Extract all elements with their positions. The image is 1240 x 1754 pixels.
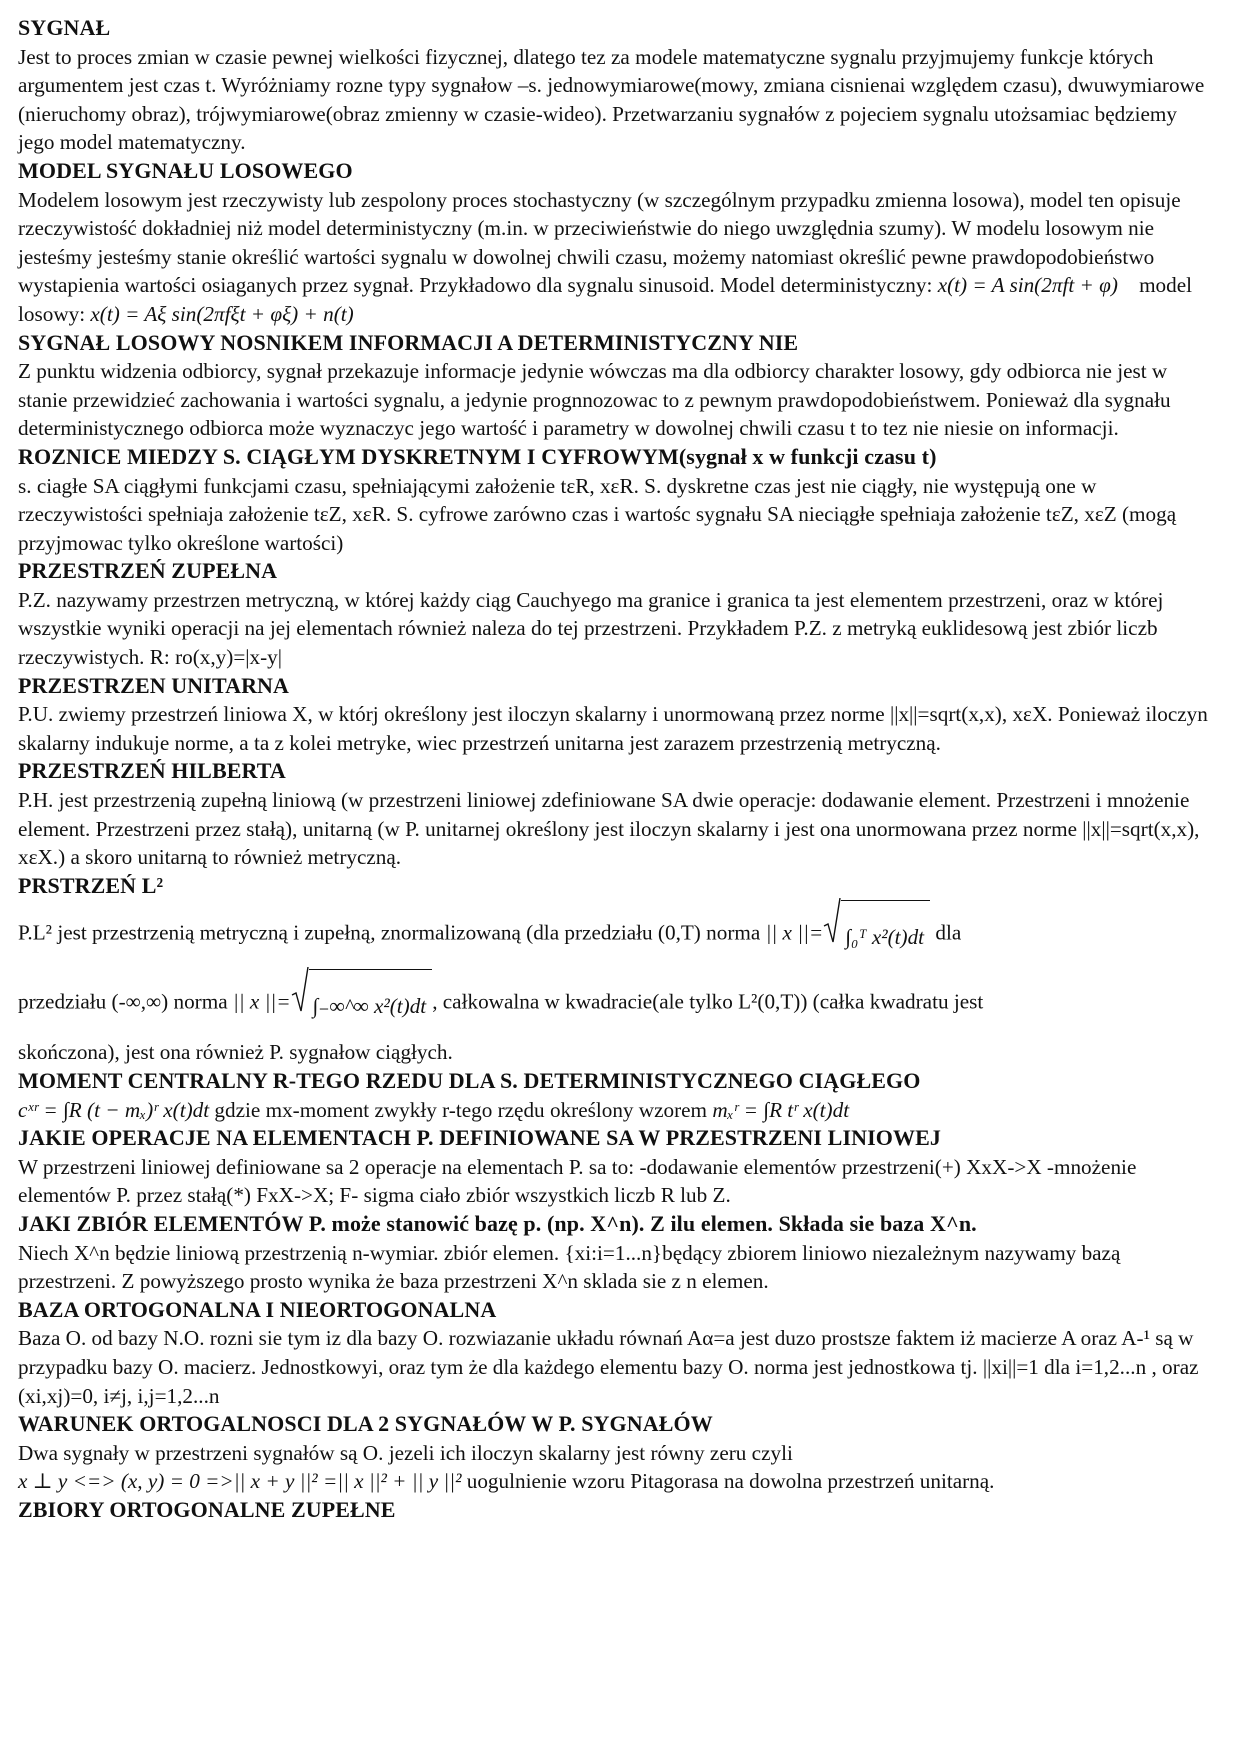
heading-zbiory-ortogonalne: ZBIORY ORTOGONALNE ZUPEŁNE bbox=[18, 1496, 396, 1522]
sqrt-formula-2 bbox=[291, 969, 433, 1038]
formula-deterministic: x(t) = A sin(2πft + φ) bbox=[937, 273, 1118, 298]
paragraph-model-losowy-text: Modelem losowym jest rzeczywisty lub zespolony proces stochastyczny (w szczególnym przypadku zmienna losowa), model ten opisuje rzeczywistość dokładniej niż model deterministyczny (m.in. w przeciwieństwie do niego uwzględnia szumy). W modelu losowym nie jesteśmy jesteśmy stanie określić wartości sygnalu w dowolnej chwili czasu, możemy natomiast określić pewne prawdopodobieństwo wystapienia wartości osiaganych przez sygnał. Przykładowo dla sygnalu sinusoid. Model deterministyczny: bbox=[18, 187, 1181, 298]
l2-norm-2: || x ||= bbox=[232, 989, 291, 1014]
paragraph-l2-line1 bbox=[18, 900, 1218, 969]
paragraph-l2-line2 bbox=[18, 969, 1218, 1038]
paragraph-przestrzen-hilberta: P.H. jest przestrzenią zupełną liniową (w przestrzeni liniowej zdefiniowane SA dwie operacje: dodawanie element. Przestrzeni i mnożenie element. Przestrzeni przez stałą), unitarną (w P. unitarnej określony jest iloczyn skalarny i jest ona unormowana przez norme ||x||=sqrt(x,x), xεX.) a skoro unitarną to również metryczną. bbox=[18, 788, 1200, 870]
heading-przestrzen-hilberta: PRZESTRZEŃ HILBERTA bbox=[18, 758, 286, 784]
heading-moment-centralny: MOMENT CENTRALNY R-TEGO RZEDU DLA S. DETERMINISTYCZNEGO CIĄGŁEGO bbox=[18, 1068, 921, 1093]
paragraph-operacje: W przestrzeni liniowej definiowane sa 2 operacje na elementach P. sa to: -dodawanie elementów przestrzeni(+) XxX->X -mnożenie elementów P. przez stałą(*) FxX->X; F- sigma ciało zbiór wszystkich liczb R lub Z. bbox=[18, 1154, 1137, 1208]
paragraph-sygnal: Jest to proces zmian w czasie pewnej wielkości fizycznej, dlatego tez za modele matematyczne sygnalu przyjmujemy funkcje których argumentem jest czas t. Wyróżniamy rozne typy sygnałow –s. jednowymiarowe(mowy, zmiana cisnienai względem czasu), dwuwymiarowe (nieruchomy obraz), trójwymiarowe(obraz zmienny w czasie-wideo). Przetwarzaniu sygnałów z pojeciem sygnalu utożsamiac będziemy jego model matematyczny. bbox=[18, 44, 1205, 155]
heading-przestrzen-zupelna: PRZESTRZEŃ ZUPEŁNA bbox=[18, 558, 278, 584]
radical-sign-2 bbox=[291, 967, 309, 1013]
heading-przestrzen-unitarna: PRZESTRZEN UNITARNA bbox=[18, 672, 290, 698]
heading-sygnal: SYGNAŁ bbox=[18, 15, 111, 40]
l2-text-2: dla bbox=[935, 920, 962, 945]
sqrt-body-1: ∫₀ᵀ x²(t)dt bbox=[841, 900, 930, 969]
heading-baza: JAKI ZBIÓR ELEMENTÓW P. może stanowić bazę p. (np. X^n). Z ilu elemen. Składa sie baza X^n. bbox=[18, 1210, 977, 1236]
paragraph-roznice: s. ciagłe SA ciągłymi funkcjami czasu, spełniającymi założenie tεR, xεR. S. dyskretne czas jest nie ciągły, nie występują one w rzeczywistości spełniaja założenie tεZ, xεR. S. cyfrowe zarówno czas i wartośc sygnału SA nieciągłe spełniaja założenie tεZ, xεZ (mogą przyjmowac tylko określone wartości) bbox=[18, 473, 1177, 555]
paragraph-baza-ortogonalna: Baza O. od bazy N.O. rozni sie tym iz dla bazy O. rozwiazanie układu równań Aα=a jest duzo prostsze faktem iż macierze A oraz A-¹ są w przypadku bazy O. macierz. Jednostkowyi, oraz tym że dla każdego elementu bazy O. norma jest jednostkowa tj. ||xi||=1 dla i=1,2...n , oraz (xi,xj)=0, i≠j, i,j=1,2...n bbox=[18, 1326, 1199, 1408]
heading-baza-ortogonalna: BAZA ORTOGONALNA I NIEORTOGONALNA bbox=[18, 1296, 497, 1322]
paragraph-l2-line3: skończona), jest ona również P. sygnałow ciągłych. bbox=[18, 1040, 453, 1065]
document-page bbox=[18, 14, 1218, 1525]
heading-przestrzen-l2: PRSTRZEŃ L² bbox=[18, 872, 164, 898]
formula-central-moment: cˣʳ = ∫R (t − mₓ)ʳ x(t)dt bbox=[18, 1097, 210, 1122]
heading-losowy-nosnik: SYGNAŁ LOSOWY NOSNIKEM INFORMACJI A DETERMINISTYCZNY NIE bbox=[18, 329, 799, 355]
sqrt-formula-1 bbox=[823, 900, 930, 969]
paragraph-model-losowy bbox=[18, 186, 1218, 329]
formula-ordinary-moment: mₓʳ = ∫R tʳ x(t)dt bbox=[712, 1097, 850, 1122]
moment-text: gdzie mx-moment zwykły r-tego rzędu określony wzorem bbox=[214, 1097, 708, 1122]
heading-operacje: JAKIE OPERACJE NA ELEMENTACH P. DEFINIOWANE SA W PRZESTRZENI LINIOWEJ bbox=[18, 1125, 941, 1151]
paragraph-przestrzen-zupelna: P.Z. nazywamy przestrzen metryczną, w której każdy ciąg Cauchyego ma granice i granica ta jest elementem przestrzeni, oraz w której wszystkie wyniki operacji na jej elementach również naleza do tej przestrzeni. Przykładem P.Z. z metryką euklidesową jest zbiór liczb rzeczywistych. R: ro(x,y)=|x-y| bbox=[18, 587, 1164, 670]
formula-random: x(t) = Aξ sin(2πfξt + φξ) + n(t) bbox=[90, 301, 354, 326]
radical-sign-1 bbox=[823, 898, 841, 944]
formula-orthogonality: x ⊥ y <=> (x, y) = 0 =>|| x + y ||² =|| x ||² + || y ||² bbox=[18, 1469, 462, 1494]
paragraph-moment-centralny bbox=[18, 1096, 1218, 1125]
sqrt-body-2: ∫₋∞^∞ x²(t)dt bbox=[309, 969, 433, 1038]
paragraph-warunek-ortogonalnosci: Dwa sygnały w przestrzeni sygnałów są O. jezeli ich iloczyn skalarny jest równy zeru czyli bbox=[18, 1440, 793, 1465]
paragraph-baza: Niech X^n będzie liniową przestrzenią n-wymiar. zbiór elemen. {xi:i=1...n}będący zbiorem liniowo niezależnym nazywamy bazą przestrzeni. Z powyższego prosto wynika że baza przestrzeni X^n sklada sie z n elemen. bbox=[18, 1240, 1121, 1294]
pitagoras-text: uogulnienie wzoru Pitagorasa na dowolna przestrzeń unitarną. bbox=[466, 1469, 995, 1494]
label-model-losowy: model losowy: bbox=[18, 273, 1193, 326]
heading-warunek-ortogonalnosci: WARUNEK ORTOGALNOSCI DLA 2 SYGNAŁÓW W P. SYGNAŁÓW bbox=[18, 1411, 713, 1437]
l2-norm-1: || x ||= bbox=[765, 920, 824, 945]
paragraph-pitagoras bbox=[18, 1467, 1218, 1496]
l2-text-4: , całkowalna w kwadracie(ale tylko L²(0,T)) (całka kwadratu jest bbox=[432, 989, 984, 1014]
l2-text-1: P.L² jest przestrzenią metryczną i zupełną, znormalizowaną (dla przedziału (0,T) norma bbox=[18, 920, 761, 945]
paragraph-przestrzen-unitarna: P.U. zwiemy przestrzeń liniowa X, w którj określony jest iloczyn skalarny i unormowaną przez norme ||x||=sqrt(x,x), xεX. Ponieważ iloczyn skalarny indukuje norme, a ta z kolei metryke, wiec przestrzeń unitarna jest zarazem przestrzenią metryczną. bbox=[18, 702, 1208, 755]
heading-model-losowy: MODEL SYGNAŁU LOSOWEGO bbox=[18, 157, 353, 183]
paragraph-losowy-nosnik: Z punktu widzenia odbiorcy, sygnał przekazuje informacje jedynie wówczas ma dla odbiorcy charakter losowy, gdy odbiorca nie jest w stanie przewidzieć zachowania i wartości sygnalu, a jedynie prognnozowac to z pewnym prawdopodobieństwem. Ponieważ dla sygnału deterministycznego odbiorca może wyznaczyc jego wartość i parametry w dowolnej chwili czasu t to tez nie niesie on informacji. bbox=[18, 359, 1171, 441]
l2-text-3: przedziału (-∞,∞) norma bbox=[18, 989, 228, 1014]
heading-roznice: ROZNICE MIEDZY S. CIĄGŁYM DYSKRETNYM I CYFROWYM(sygnał x w funkcji czasu t) bbox=[18, 443, 937, 469]
